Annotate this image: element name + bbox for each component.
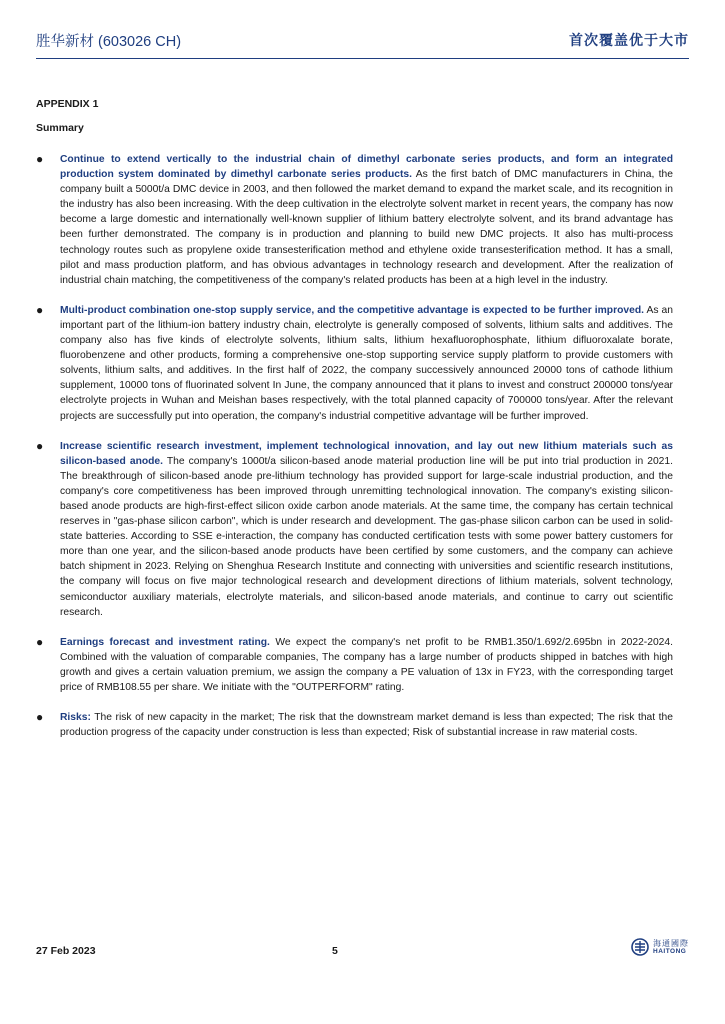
appendix-title: APPENDIX 1 (36, 98, 99, 110)
bullet-lead: Risks: (60, 712, 91, 724)
bullet-earnings-forecast (36, 635, 673, 695)
summary-title: Summary (36, 122, 84, 134)
bullet-body: The risk of new capacity in the market; The risk that the downstream market demand is less than expected; The risk that the production progress of the capacity under construction is less than expected; Risk of substantial increase in raw material costs. (60, 712, 673, 739)
bullet-lead: Earnings forecast and investment rating. (60, 636, 270, 648)
report-date: 27 Feb 2023 (36, 945, 96, 957)
bullet-lead: Increase scientific research investment, implement technological innovation, and lay out new lithium materials such as silicon-based anode. (60, 440, 673, 467)
page-header (36, 30, 689, 59)
bullet-icon: ● (36, 302, 44, 317)
logo-chinese-text: 海通國際 (653, 938, 689, 948)
bullet-vertical-integration (36, 152, 673, 288)
haitong-logo-icon (631, 938, 649, 956)
page-number: 5 (332, 945, 338, 957)
logo-english-text: HAITONG (653, 947, 687, 955)
bullet-icon: ● (36, 438, 44, 453)
bullet-body: We expect the company's net profit to be RMB1.350/1.692/2.695bn in 2022-2024. Combined with the valuation of comparable companies, The company has a large number of products shipped in batches with high growth and gives a certain valuation premium, we assign the company a PE valuation of 13x in FY23, with the corresponding target price of RMB108.55 per share. We initiate with the "OUTPERFORM" rating. (60, 636, 673, 693)
bullet-body: As the first batch of DMC manufacturers in China, the company built a 5000t/a DMC device in 2003, and then followed the market demand to expand the market scale, and its recognition in the industry has also been increasing. With the deep cultivation in the electrolyte solvent market in recent years, the company has now become a large domestic and internationally well-known supplier of lithium battery electrolyte solvent, and its brand advantage has been further demonstrated. The company is in production and planning to build new DMC projects. It also has multi-process technology routes such as propylene oxide transesterification method and ethylene oxide transesterification method. It has a small, pilot and mass production platform, and has obvious advantages in technology research and development. After the realization of industrial chain matching, the competitiveness of the company's related products has been at a high level in the industry. (60, 169, 673, 286)
summary-bullet-list (36, 152, 673, 740)
bullet-icon: ● (36, 710, 44, 725)
haitong-logo (631, 938, 689, 956)
bullet-body: The company's 1000t/a silicon-based anode material production line will be put into trial production in 2021. The breakthrough of silicon-based anode pre-lithium technology has provided support for large-scale industrial production, and the company's core competitiveness has been improved through unremitting technological innovation. The company's existing silicon-based anode products are high-first-effect silicon oxide carbon anode materials. At the same time, the company has certain technical reserves in "gas-phase silicon carbon", which is under research and development. The gas-phase silicon carbon can be used in solid-state batteries. According to SSE e-interaction, the company has conducted certification tests with some power battery customers for more than one year, and the silicon-based anode products have been certified by some customers, and the company can achieve batch shipment in 2023. Relying on Shenghua Research Institute and connecting with universities and scientific research institutions, the company will focus on five major technological research and development directions of lithium materials, solvent technology, semiconductor auxiliary materials, electrolyte materials, and silicon-based anode materials, and continue to carry out scientific research. (60, 455, 673, 618)
bullet-lead: Multi-product combination one-stop supply service, and the competitive advantage is expected to be further improved. (60, 304, 644, 316)
bullet-icon: ● (36, 152, 44, 166)
page-footer (36, 940, 689, 962)
bullet-lead: Continue to extend vertically to the industrial chain of dimethyl carbonate series products, and form an integrated production system dominated by dimethyl carbonate series products. (60, 154, 673, 181)
bullet-one-stop-supply (36, 303, 673, 424)
company-ticker: 胜华新材 (603026 CH) (36, 34, 182, 50)
bullet-body: As an important part of the lithium-ion battery industry chain, electrolyte is generally composed of solvents, lithium salts and additives. The company also has five kinds of electrolyte solvents, lithium salts, lithium hexafluorophosphate, lithium difluoroxalate borate, fluorobenzene and other products, forming a comprehensive one-stop supporting service supply platform to provide customers with solvents, lithium salts, and additives. In the first half of 2022, the company successively announced 20000 tons of cathode lithium supplement, 10000 tons of fluorinated solvent In June, the company announced that it plans to invest and construct 200000 tons/year electrolyte projects in Wuhan and Meishan bases respectively, with the total planned capacity of 700000 tons/year. After the relevant projects are successfully put into operation, the company's industrial competitive advantage will be further improved. (60, 304, 674, 422)
rating-tagline: 首次覆盖优于大市 (569, 32, 689, 48)
bullet-icon: ● (36, 634, 44, 649)
bullet-research-investment (36, 439, 673, 620)
bullet-risks (36, 710, 673, 740)
